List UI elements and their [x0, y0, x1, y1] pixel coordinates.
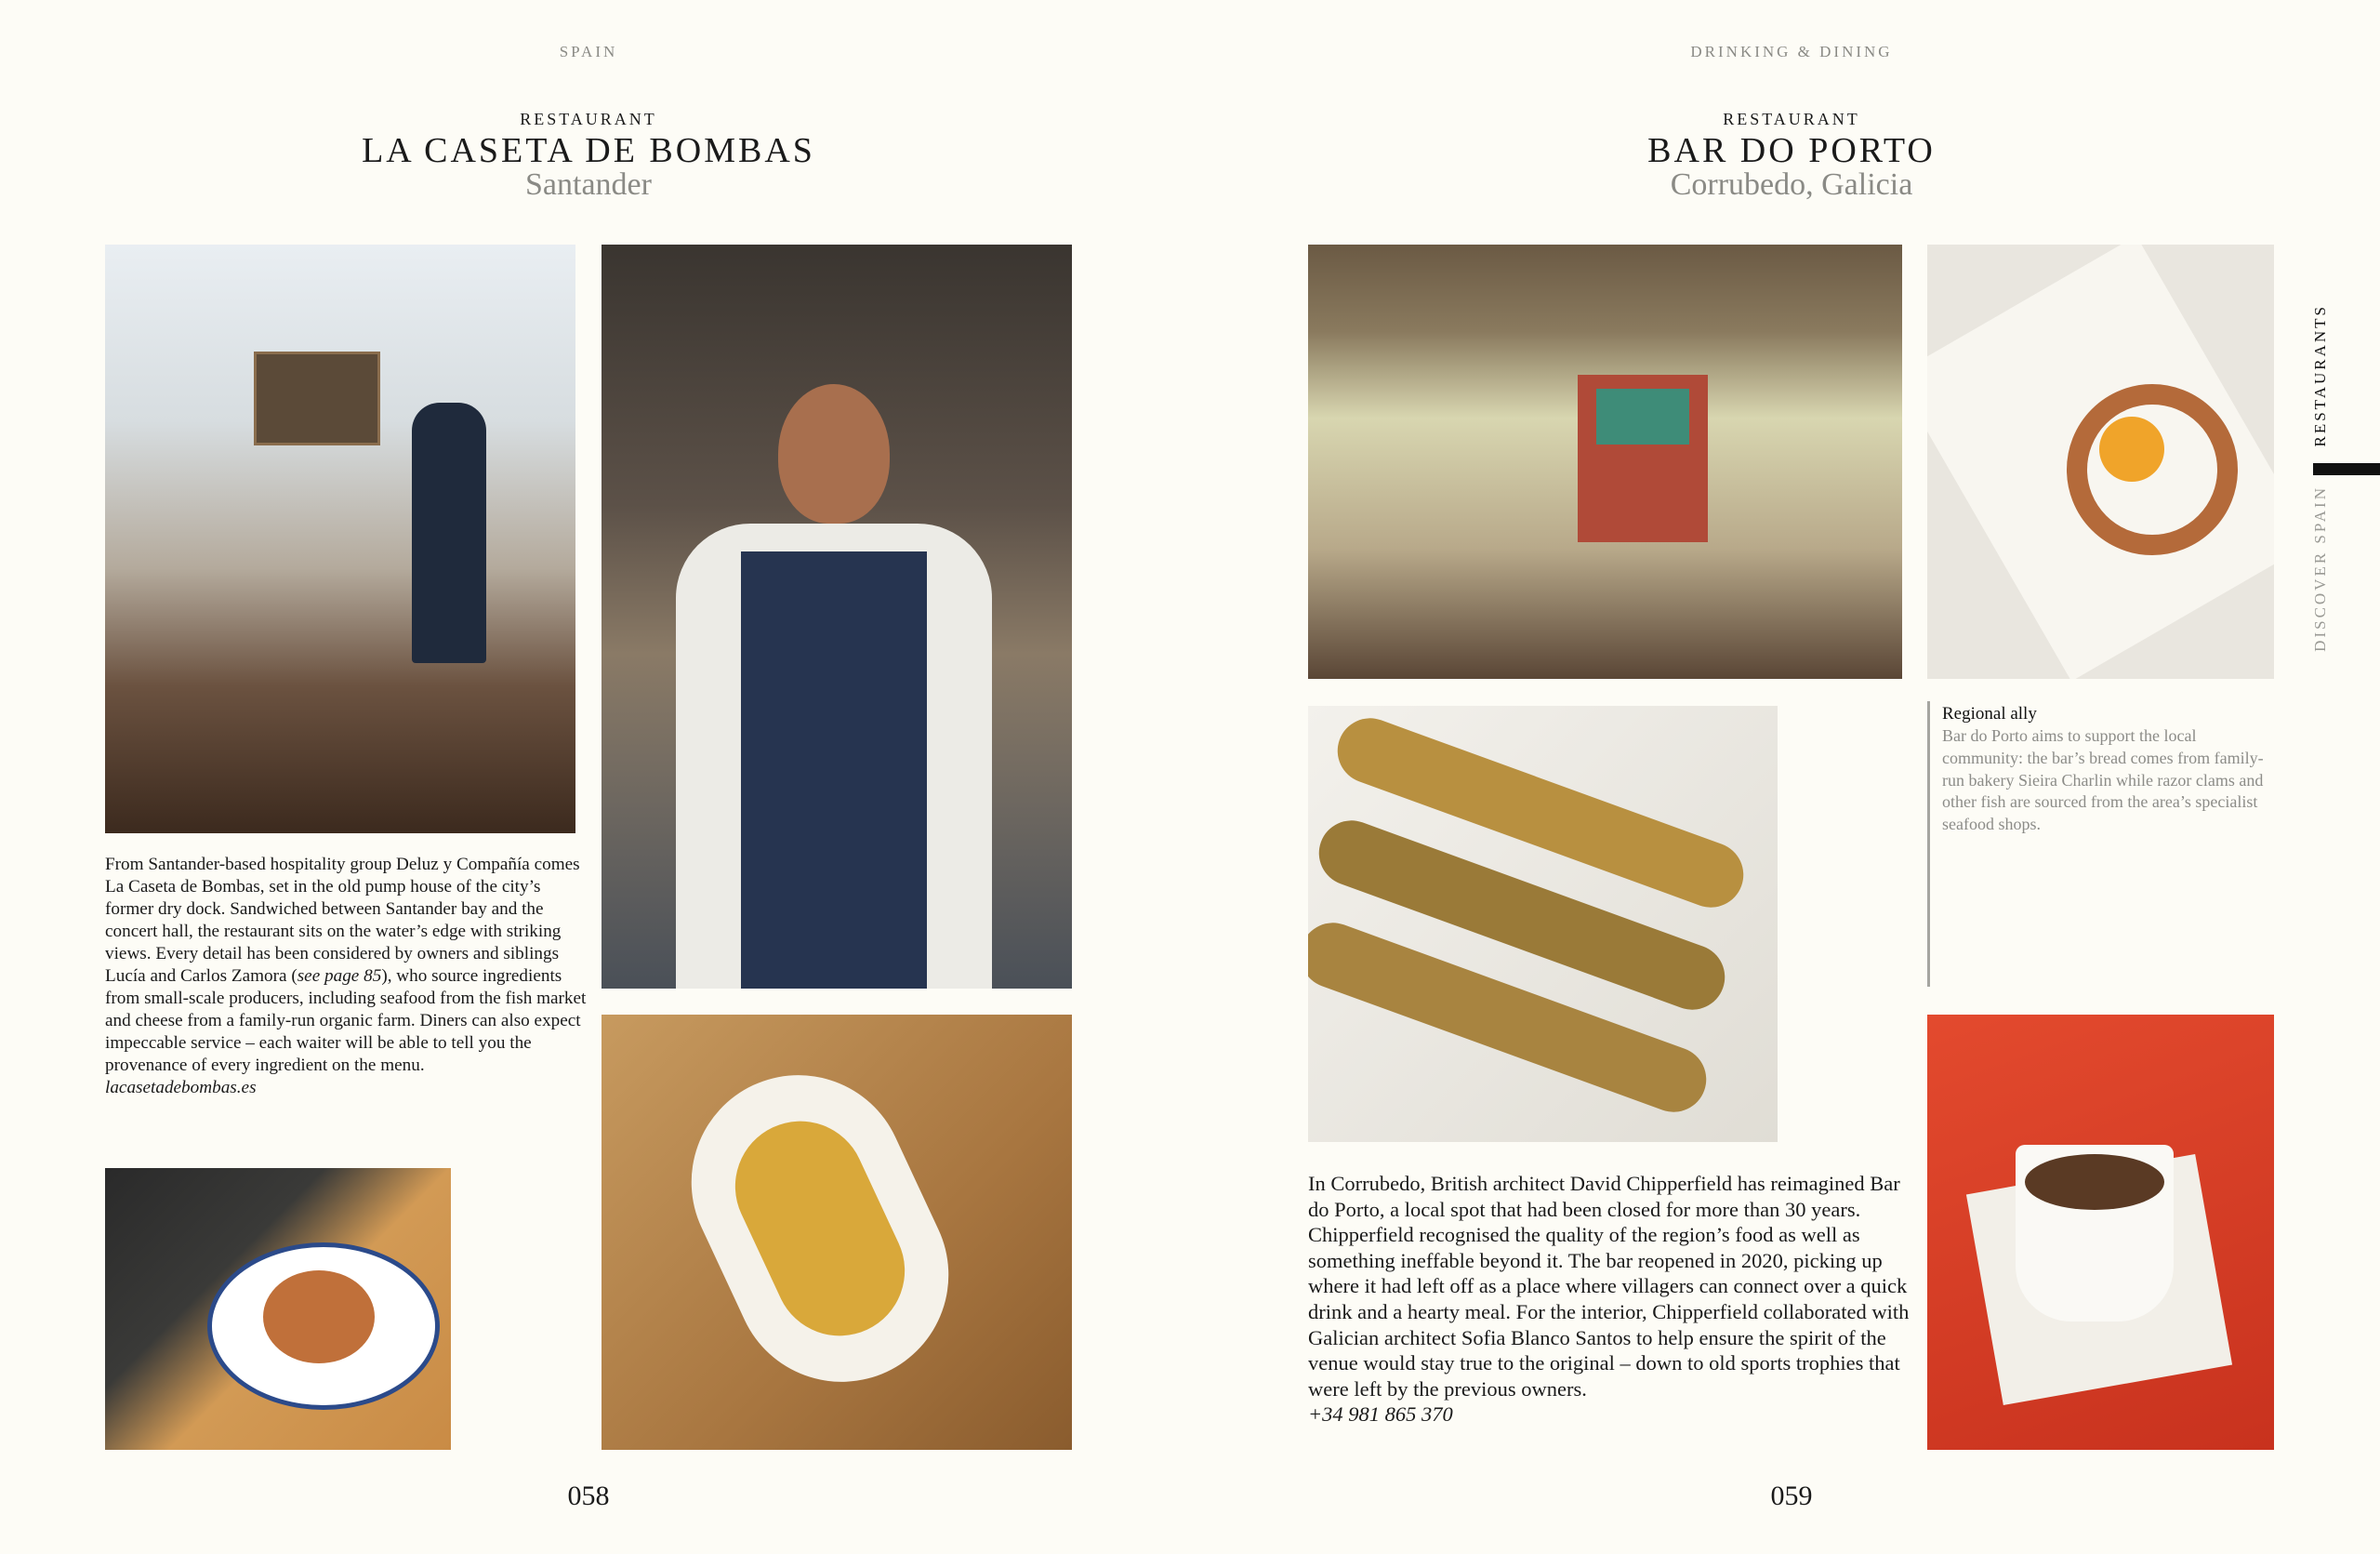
phone-number: +34 981 865 370 [1308, 1402, 1453, 1427]
photo-fried-dish [105, 1168, 451, 1450]
page-reference: see page 85 [297, 966, 382, 986]
photo-chef-with-dishes [602, 245, 1072, 989]
article-body-right [1308, 1171, 1922, 1428]
kicker-right: RESTAURANT [1723, 110, 1860, 128]
photo-octopus-dish [1927, 245, 2274, 679]
page-number-left: 058 [567, 1481, 610, 1511]
restaurant-title-left: LA CASETA DE BOMBAS [362, 131, 815, 170]
page-number-right: 059 [1770, 1481, 1813, 1511]
website-link[interactable]: lacasetadebombas.es [105, 1078, 257, 1097]
running-head-right: DRINKING & DINING [1690, 43, 1893, 60]
body-text: From Santander-based hospitality group Deluz y Compañía comes La Caseta de Bombas, set in the old pump house of the city’s former dry dock. Sandwiched between Santander bay and the concert hall, the restaurant sits on the water’s edge with striking views. Every detail has been considered by owners and siblings Lucía and Carlos Zamora ( [105, 855, 580, 986]
note-title: Regional ally [1942, 704, 2037, 724]
running-head-left: SPAIN [559, 43, 618, 60]
kicker-left: RESTAURANT [520, 110, 657, 128]
body-text: In Corrubedo, British architect David Chipperfield has reimagined Bar do Porto, a local spot that had been closed for more than 30 years. Chipperfield recognised the quality of the region’s food as well as something ineffable beyond it. The bar reopened in 2020, picking up where it had left off as a place where villagers can connect over a quick drink and a hearty meal. For the interior, Chipperfield collaborated with Galician architect Sofia Blanco Santos to help ensure the spirit of the venue would stay true to the original – down to old sports trophies that were left by the previous owners. [1308, 1172, 1910, 1401]
section-tab-marker [2313, 463, 2380, 475]
body-text-end: ), who source ingredients from small-scale producers, including seafood from the fish market and cheese from a family-run organic farm. Diners can also expect impeccable service – each waiter will be able to tell you the provenance of every ingredient on the menu. [105, 966, 587, 1075]
photo-waitress-setting-table [105, 245, 575, 833]
restaurant-location-right: Corrubedo, Galicia [1670, 167, 1913, 202]
restaurant-title-right: BAR DO PORTO [1647, 131, 1936, 170]
photo-bar-interior [1308, 245, 1902, 679]
restaurant-location-left: Santander [525, 167, 652, 202]
section-tab-section[interactable]: DISCOVER SPAIN [2311, 485, 2329, 652]
note-body: Bar do Porto aims to support the local community: the bar’s bread comes from family-run bakery Sieira Charlin while razor clams and other fish are sourced from the area’s specialist seafood shops. [1942, 726, 2264, 834]
article-body-left [105, 854, 588, 1099]
sidebar-note [1927, 701, 2281, 987]
section-tab-active[interactable]: RESTAURANTS [2311, 304, 2329, 447]
photo-grilled-sardines [1308, 706, 1778, 1142]
photo-stew-bowl [1927, 1015, 2274, 1450]
photo-plated-dish [602, 1015, 1072, 1450]
